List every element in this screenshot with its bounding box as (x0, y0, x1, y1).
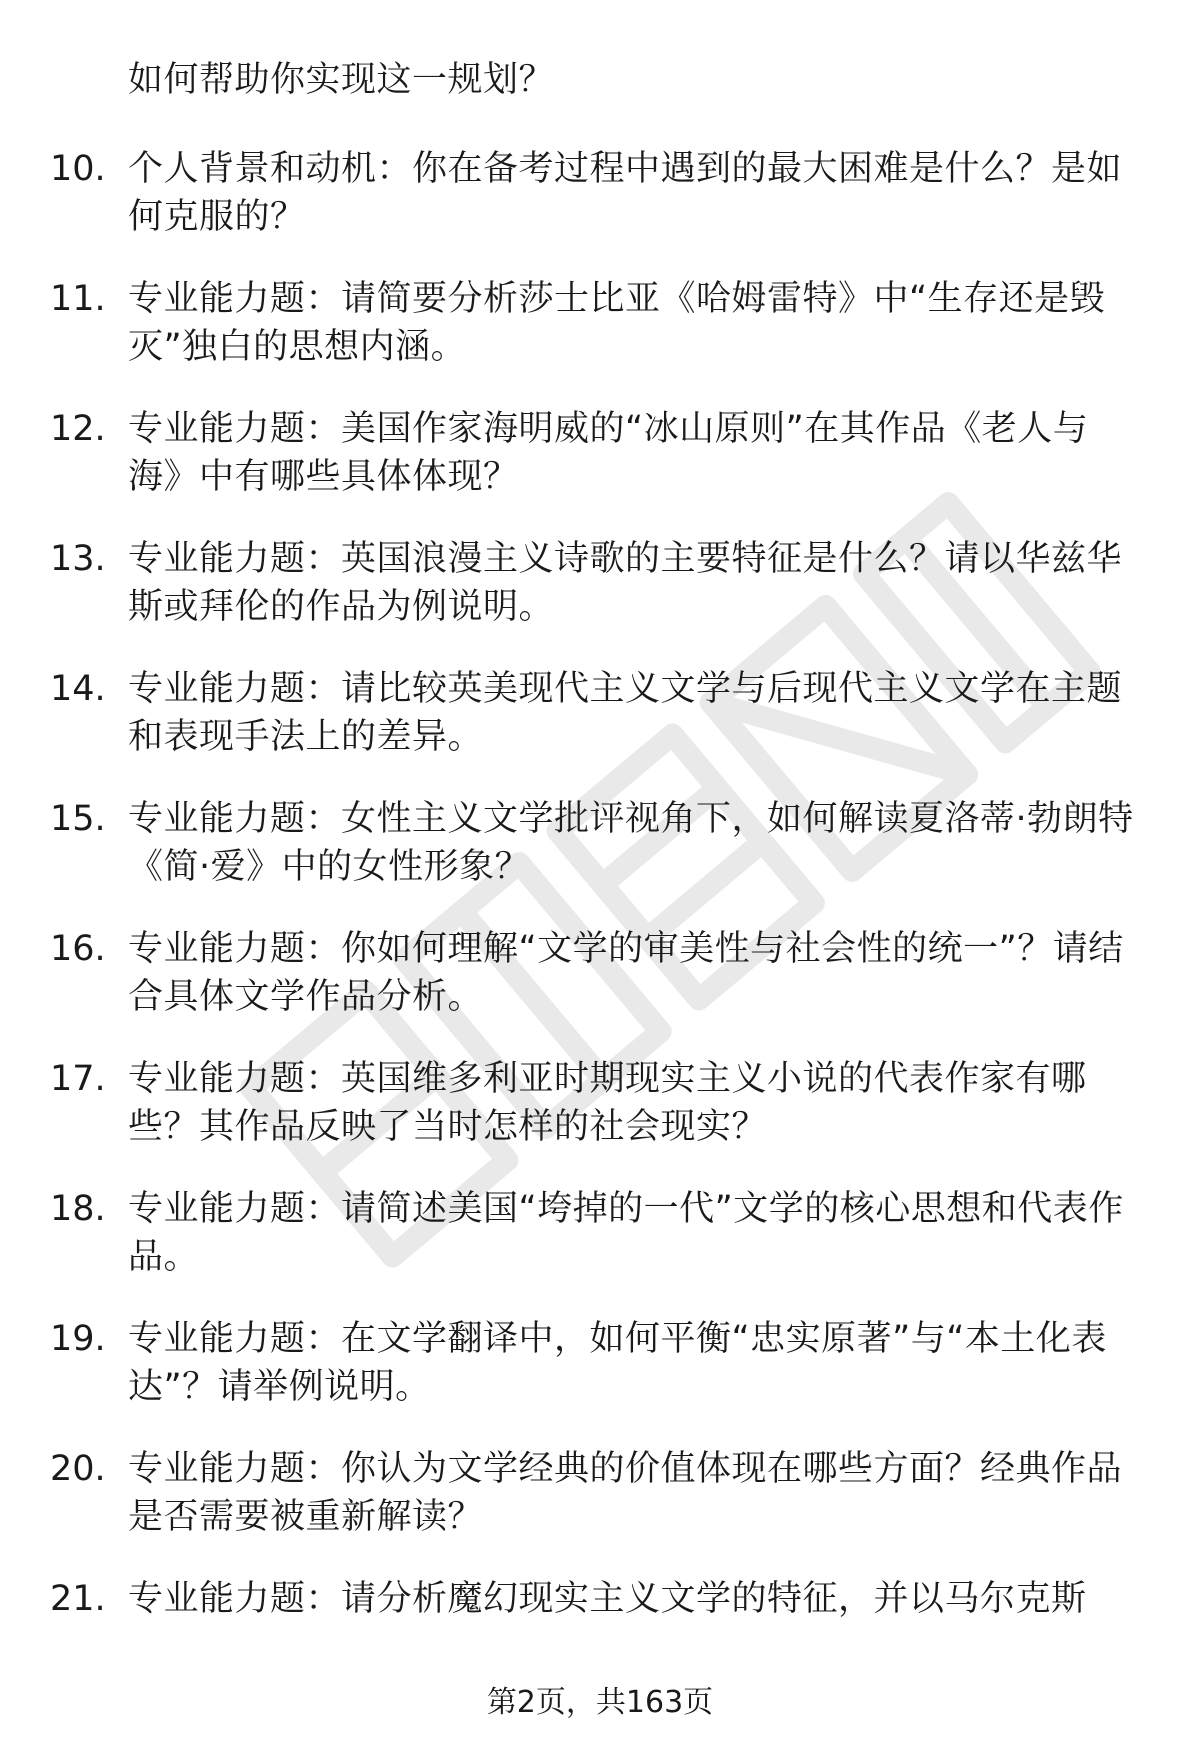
question-item (0, 1055, 1200, 1185)
question-text: 专业能力题：请简述美国“垮掉的一代”文学的核心思想和代表作品。 (128, 1189, 1124, 1277)
question-item (0, 795, 1200, 925)
question-item (0, 1315, 1200, 1445)
question-item (0, 1445, 1200, 1575)
question-text: 专业能力题：你认为文学经典的价值体现在哪些方面？经典作品是否需要被重新解读？ (128, 1449, 1123, 1537)
question-text: 专业能力题：你如何理解“文学的审美性与社会性的统一”？请结合具体文学作品分析。 (128, 929, 1124, 1017)
question-number: 14. (50, 669, 106, 709)
question-text: 专业能力题：女性主义文学批评视角下，如何解读夏洛蒂·勃朗特《简·爱》中的女性形象？ (128, 799, 1134, 887)
question-number: 15. (50, 799, 106, 839)
question-text: 专业能力题：请比较英美现代主义文学与后现代主义文学在主题和表现手法上的差异。 (128, 669, 1123, 757)
question-item (0, 145, 1200, 275)
question-text: 个人背景和动机：你在备考过程中遇到的最大困难是什么？是如何克服的？ (128, 149, 1123, 237)
question-number: 11. (50, 279, 106, 319)
continued-question-text: 如何帮助你实现这一规划？ (128, 60, 555, 100)
question-number: 20. (50, 1449, 106, 1489)
question-item (0, 665, 1200, 795)
question-item (0, 535, 1200, 665)
question-text: 专业能力题：美国作家海明威的“冰山原则”在其作品《老人与海》中有哪些具体体现？ (128, 409, 1089, 497)
question-text: 专业能力题：英国维多利亚时期现实主义小说的代表作家有哪些？其作品反映了当时怎样的社会现实？ (128, 1059, 1087, 1147)
question-number: 17. (50, 1059, 106, 1099)
question-number: 10. (50, 149, 106, 189)
question-number: 21. (50, 1579, 106, 1619)
question-text: 专业能力题：请简要分析莎士比亚《哈姆雷特》中“生存还是毁灭”独白的思想内涵。 (128, 279, 1106, 367)
question-number: 16. (50, 929, 106, 969)
question-number: 13. (50, 539, 106, 579)
question-item (0, 925, 1200, 1055)
question-item (0, 405, 1200, 535)
question-number: 12. (50, 409, 106, 449)
question-text: 专业能力题：请分析魔幻现实主义文学的特征，并以马尔克斯 (128, 1579, 1087, 1619)
question-number: 18. (50, 1189, 106, 1229)
question-text: 专业能力题：英国浪漫主义诗歌的主要特征是什么？请以华兹华斯或拜伦的作品为例说明。 (128, 539, 1123, 627)
question-list (0, 145, 1200, 1705)
page-number: 第2页，共163页 (486, 1685, 714, 1720)
question-item (0, 1185, 1200, 1315)
question-number: 19. (50, 1319, 106, 1359)
question-item (0, 275, 1200, 405)
question-text: 专业能力题：在文学翻译中，如何平衡“忠实原著”与“本土化表达”？请举例说明。 (128, 1319, 1107, 1407)
